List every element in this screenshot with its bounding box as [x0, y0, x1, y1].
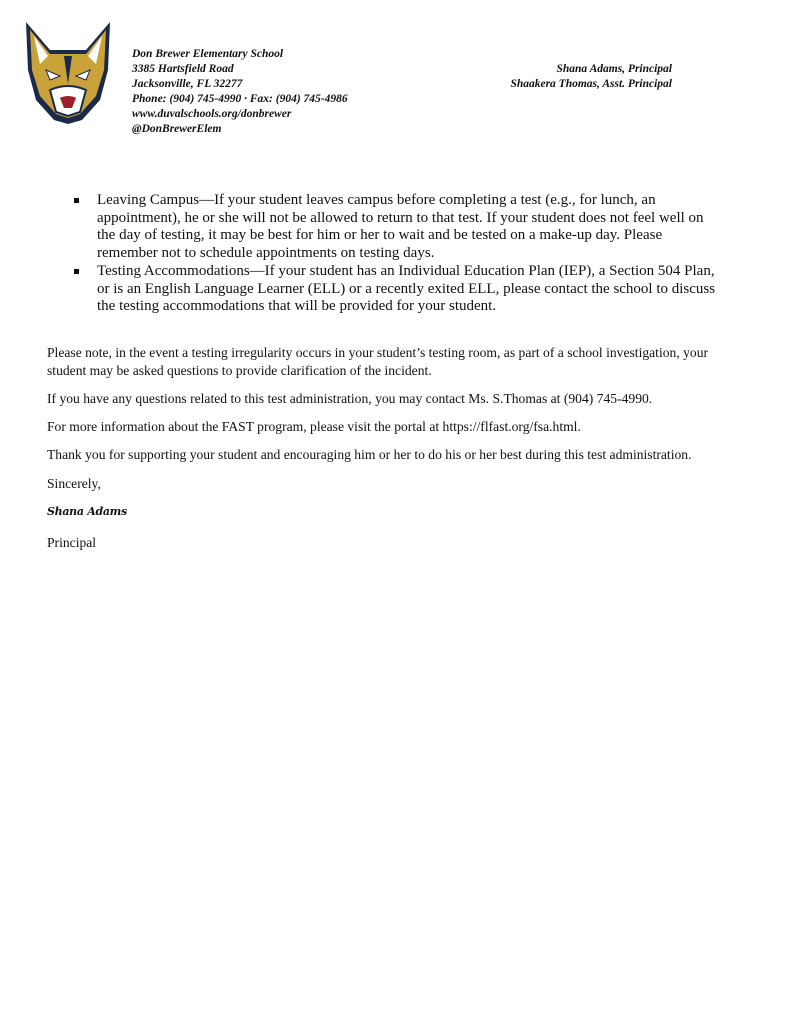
signature: Shana Adams [47, 505, 127, 518]
info-paragraph: For more information about the FAST program, please visit the portal at https://flfast.org/fsa.html. [47, 419, 581, 434]
bullet-line: the day of testing, it may be best for him or her to wait and be tested on a make-up day. Please [97, 227, 663, 244]
paragraph-line: Please note, in the event a testing irregularity occurs in your student’s testing room, as part of a school investigation, your [47, 345, 709, 360]
school-social: @DonBrewerElem [132, 123, 222, 135]
thanks-paragraph: Thank you for supporting your student and encouraging him or her to do his or her best during this test administration. [47, 447, 692, 462]
bullet-line: Testing Accommodations—If your student has an Individual Education Plan (IEP), a Section 504 Plan, [97, 262, 715, 279]
bullet-line: appointment), he or she will not be allowed to return to that test. If your student does not feel well on [97, 209, 704, 226]
bullet-line: or is an English Language Learner (ELL) or a recently exited ELL, please contact the school to discuss [97, 280, 716, 297]
questions-paragraph: If you have any questions related to this test administration, you may contact Ms. S.Thomas at (904) 745-4990. [47, 391, 653, 406]
bullet-list [72, 192, 772, 316]
irregularity-paragraph [47, 344, 708, 380]
letterhead-school-info [132, 47, 348, 137]
closing: Sincerely, [47, 476, 101, 491]
bullet-line: the testing accommodations that will be provided for your student. [97, 298, 497, 315]
school-phone-fax: Phone: (904) 745-4990 · Fax: (904) 745-4986 [132, 93, 348, 105]
bullet-square-icon [74, 198, 79, 203]
bullet-line: Leaving Campus—If your student leaves campus before completing a test (e.g., for lunch, an [97, 192, 656, 208]
school-name: Don Brewer Elementary School [132, 48, 284, 60]
bullet-testing-accommodations [72, 263, 772, 316]
letterhead-staff [510, 62, 672, 92]
school-city: Jacksonville, FL 32277 [132, 78, 243, 90]
principal-name: Shana Adams, Principal [556, 63, 672, 75]
bullet-square-icon [74, 269, 79, 274]
bullet-line: remember not to schedule appointments on testing days. [97, 245, 435, 262]
paragraph-line: student may be asked questions to provide clarification of the incident. [47, 363, 432, 378]
bullet-leaving-campus [72, 192, 772, 263]
bobcat-logo-icon [20, 20, 116, 126]
signer-title: Principal [47, 535, 97, 550]
school-address: 3385 Hartsfield Road [132, 63, 234, 75]
asst-principal-name: Shaakera Thomas, Asst. Principal [510, 78, 672, 90]
school-website: www.duvalschools.org/donbrewer [132, 108, 292, 120]
